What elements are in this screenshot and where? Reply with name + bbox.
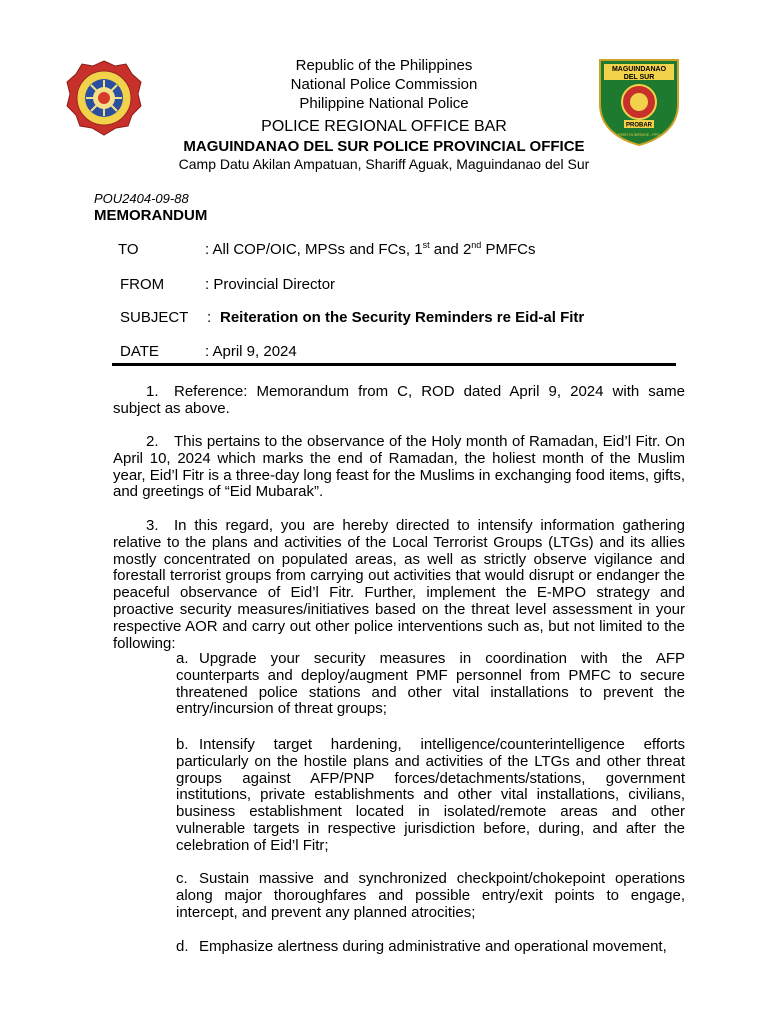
list-item-b: b. Intensify target hardening, intelligence/counterintelligence efforts particularly on the hostile plans and activities of the LTGs and other threat groups against AFP/PNP forces/detachments/stations, government institutions, private establishments and other vital installations, civilians, business establishment located in isolated/remote areas and other vulnerable targets in respective jurisdiction before, during, and after the celebration of Eid’l Fitr; xyxy=(176,736,685,854)
paragraph-1: 1. Reference: Memorandum from C, ROD dated April 9, 2024 with same subject as above. xyxy=(113,383,685,417)
from-value: : Provincial Director xyxy=(205,276,336,293)
header-regional-office: POLICE REGIONAL OFFICE BAR xyxy=(261,118,507,135)
to-value: : All COP/OIC, MPSs and FCs, 1st and 2nd PMFCs xyxy=(205,240,536,258)
from-label: FROM xyxy=(120,276,165,293)
subject-label: SUBJECT xyxy=(120,309,189,326)
list-item-c: c. Sustain massive and synchronized checkpoint/chokepoint operations along major thoroughfares and possible entry/exit points to engage, intercept, and prevent any planned atrocities; xyxy=(176,870,685,921)
date-label: DATE xyxy=(120,343,159,360)
header-republic: Republic of the Philippines xyxy=(295,57,473,74)
header-napolcom: National Police Commission xyxy=(290,76,478,93)
to-label: TO xyxy=(118,241,139,258)
list-item-a: a. Upgrade your security measures in coordination with the AFP counterparts and deploy/augment PMF personnel from PMFC to secure threatened police stations and other vital installations to prevent the entry/incursion of threat groups; xyxy=(176,650,685,718)
subject-colon: : xyxy=(207,309,212,326)
paragraph-2: 2. This pertains to the observance of the Holy month of Ramadan, Eid’l Fitr. On April 10, 2024 which marks the end of Ramadan, the holiest month of the Muslim year, Eid’l Fitr is a three-day long feast for the Muslims in exchanging food items, gifts, and greetings of “Eid Mubarak”. xyxy=(113,433,685,501)
shield-motto-text: FIRST IN SERVICE - PPO xyxy=(618,133,660,137)
header-provincial-office: MAGUINDANAO DEL SUR POLICE PROVINCIAL OFFICE xyxy=(183,138,585,155)
list-item-d: d. Emphasize alertness during administrative and operational movement, xyxy=(176,938,667,955)
memo-reference-number: POU2404-09-88 xyxy=(94,191,189,206)
date-value: : April 9, 2024 xyxy=(205,343,297,360)
shield-top-text-2: DEL SUR xyxy=(623,74,655,81)
shield-top-text: MAGUINDANAO xyxy=(611,66,667,73)
header-pnp: Philippine National Police xyxy=(299,95,469,112)
shield-bottom-text: PROBAR xyxy=(625,122,653,129)
subject-value: Reiteration on the Security Reminders re Eid-al Fitr xyxy=(220,309,585,326)
header-camp-address: Camp Datu Akilan Ampatuan, Shariff Aguak, Maguindanao del Sur xyxy=(178,156,590,172)
memo-title: MEMORANDUM xyxy=(94,207,208,224)
header-divider xyxy=(112,363,676,366)
paragraph-3: 3. In this regard, you are hereby directed to intensify information gathering relative to the plans and activities of the Local Terrorist Groups (LTGs) and its allies mostly concentrated on populated areas, as well as strictly observe vigilance and forestall terrorist groups from carrying out activities that would disrupt or endanger the peaceful observance of Eid’l Fitr. Further, implement the E-MPO strategy and proactive security measures/initiatives based on the threat level assessment in your respective AOR and carry out other police interventions such as, but not limited to the following: xyxy=(113,517,685,652)
